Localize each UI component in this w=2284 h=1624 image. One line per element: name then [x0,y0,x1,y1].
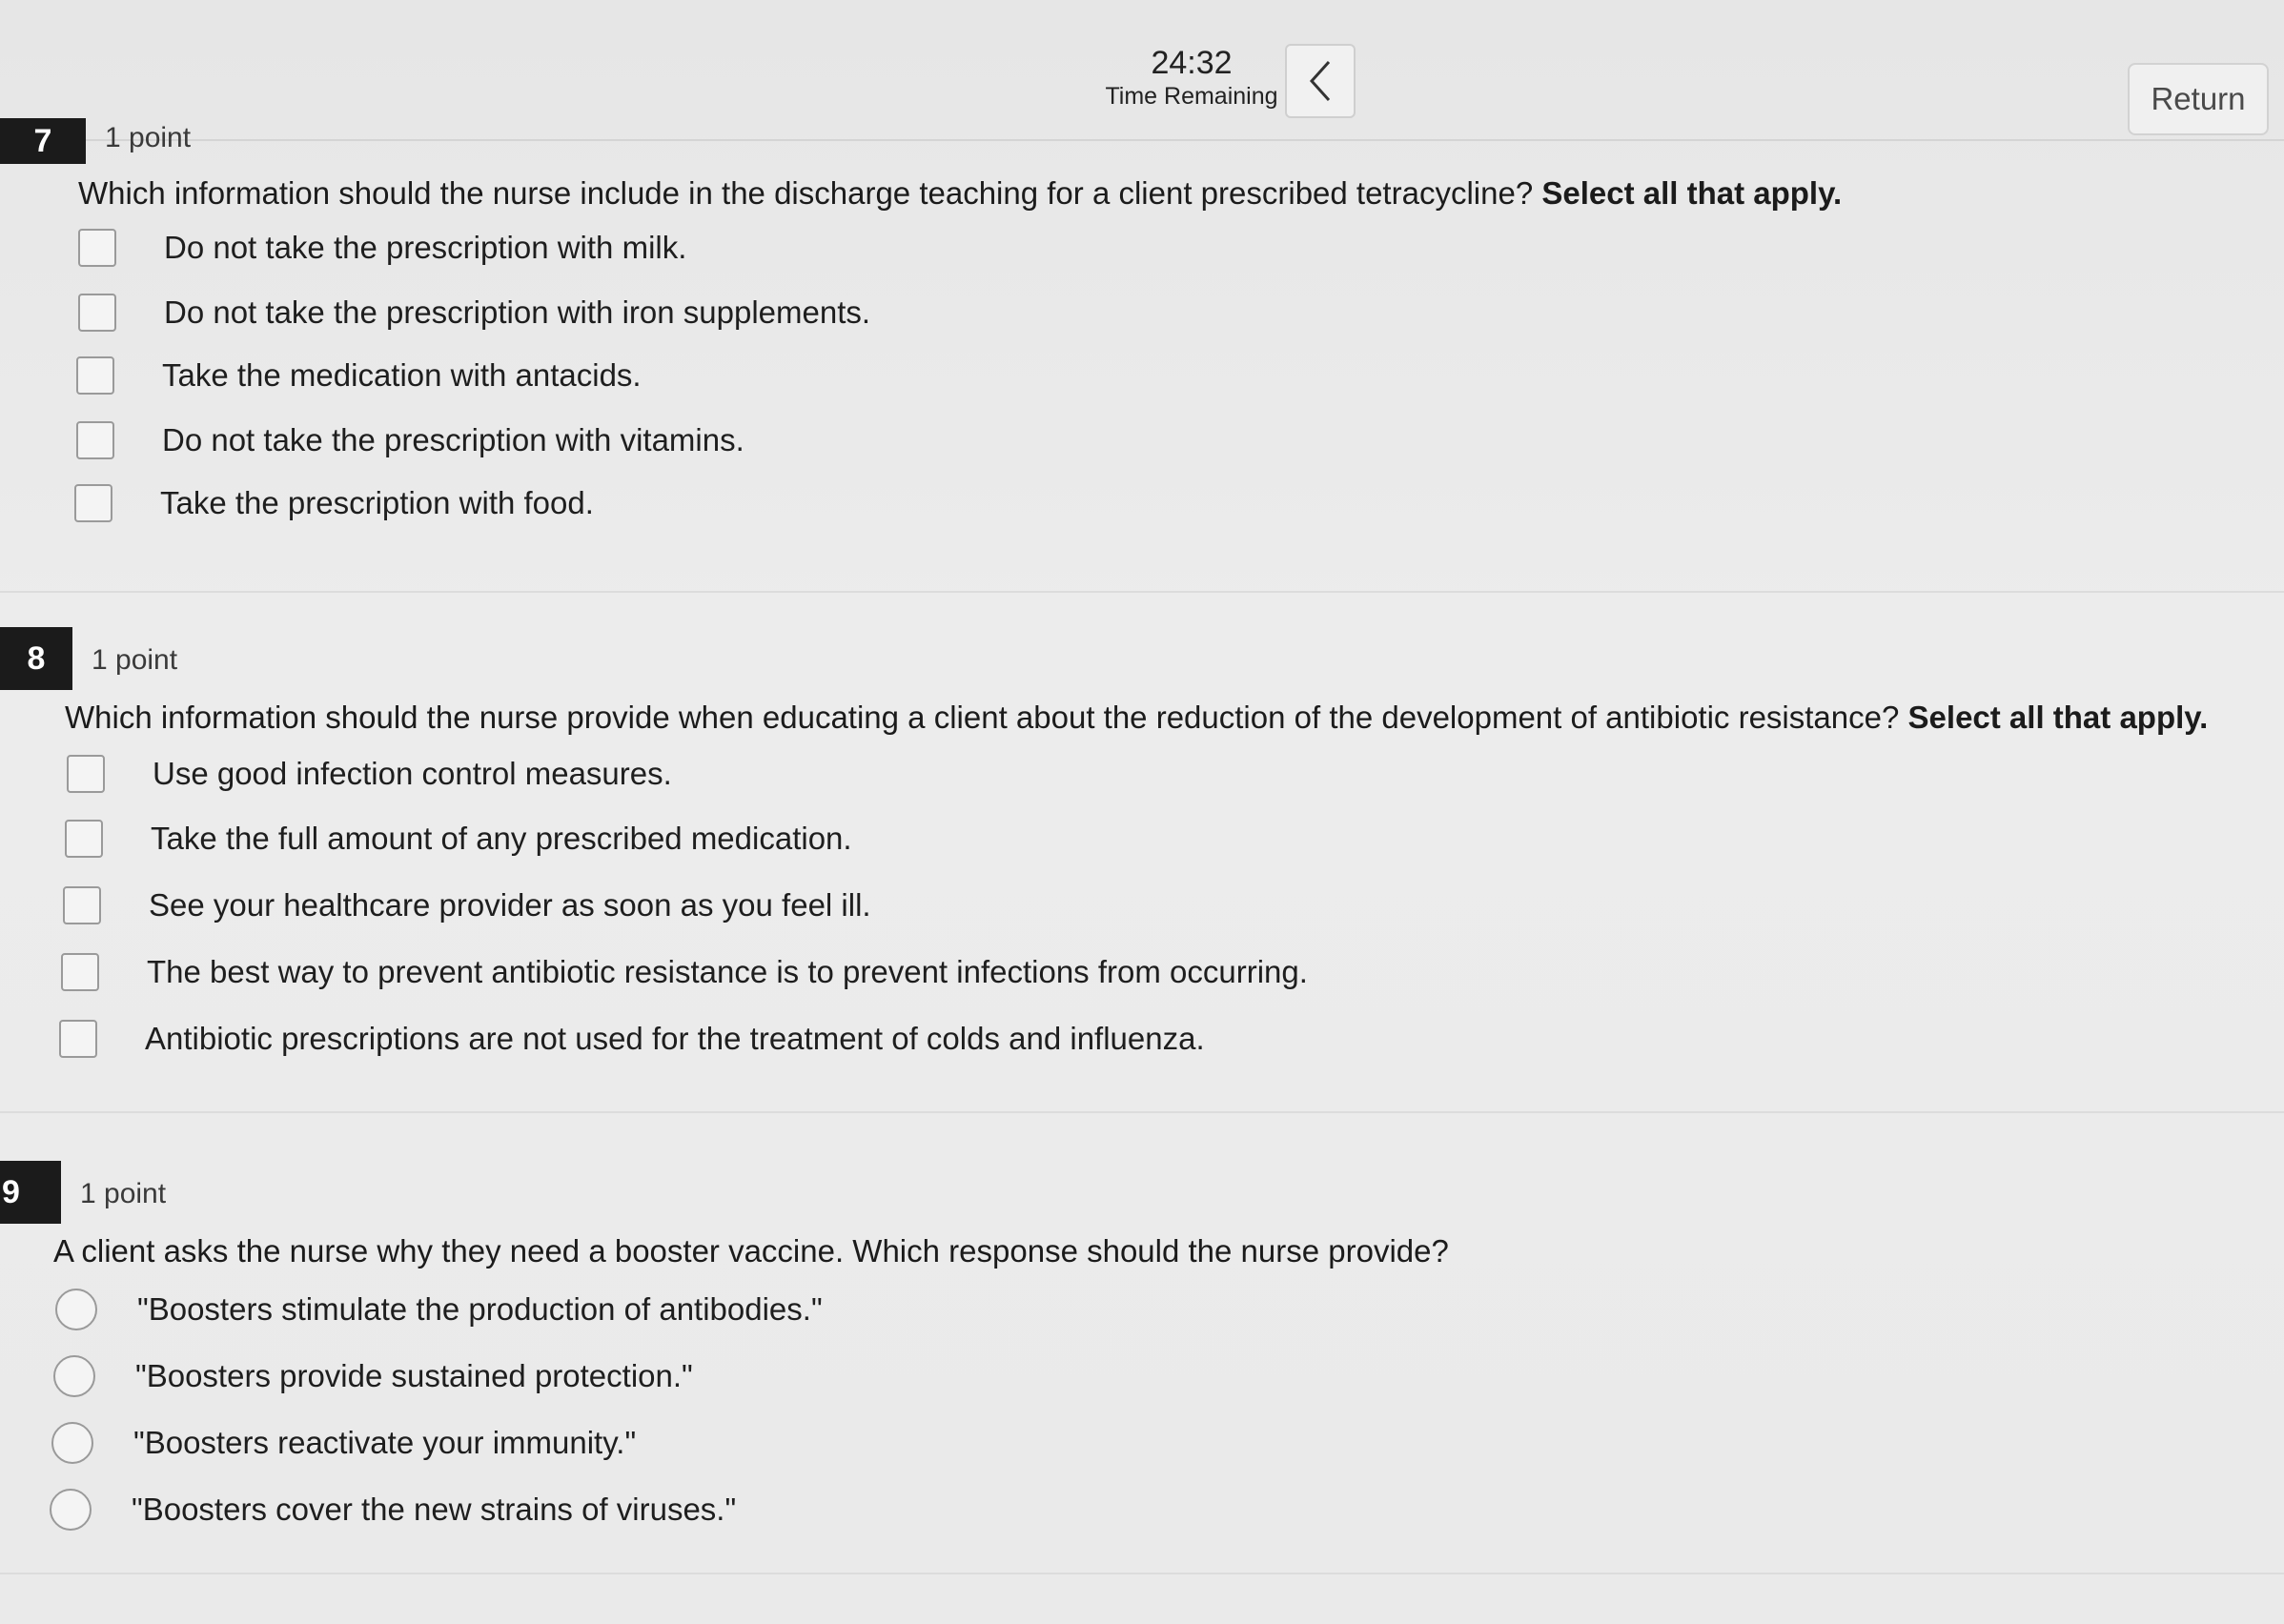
answer-label: "Boosters stimulate the production of antibodies." [137,1291,823,1327]
answer-label: Do not take the prescription with milk. [164,230,687,265]
question-divider [0,1573,2284,1574]
answer-label: Antibiotic prescriptions are not used for the treatment of colds and influenza. [145,1021,1205,1056]
question-instruction: Select all that apply. [1907,700,2209,735]
answer-radio[interactable] [53,1355,95,1397]
answer-option[interactable] [78,229,686,267]
answer-option[interactable] [51,1422,636,1464]
answer-option[interactable] [55,1289,823,1330]
answer-checkbox[interactable] [78,229,116,267]
answer-label: Take the full amount of any prescribed medication. [151,821,852,856]
question-number: 7 [0,118,86,164]
answer-label: Use good infection control measures. [153,756,672,791]
answer-checkbox[interactable] [63,886,101,924]
answer-option[interactable] [63,886,871,924]
timer-label: Time Remaining [1105,83,1278,110]
question-prompt-text: A client asks the nurse why they need a booster vaccine. Which response should the nurse provide? [53,1233,1449,1269]
answer-radio[interactable] [50,1489,92,1531]
answer-option[interactable] [59,1020,1205,1058]
question-instruction: Select all that apply. [1541,175,1843,211]
answer-checkbox[interactable] [78,294,116,332]
answer-option[interactable] [67,755,672,793]
timer-value: 24:32 [1151,45,1233,81]
quiz-header [0,0,2284,141]
question-prompt [65,700,2208,736]
answer-checkbox[interactable] [76,356,114,395]
question-prompt [53,1233,1449,1269]
question-number: 9 [0,1161,61,1224]
question-points: 1 point [105,122,192,153]
answer-checkbox[interactable] [74,484,112,522]
return-button[interactable]: Return [2128,63,2269,135]
answer-option[interactable] [61,953,1308,991]
answer-option[interactable] [53,1355,693,1397]
answer-radio[interactable] [55,1289,97,1330]
answer-option[interactable] [74,484,594,522]
question-prompt [78,175,1842,212]
question-divider [0,591,2284,593]
answer-label: Take the prescription with food. [160,485,594,520]
header-divider [0,139,2284,141]
answer-label: The best way to prevent antibiotic resistance is to prevent infections from occurring. [147,954,1308,989]
answer-radio[interactable] [51,1422,93,1464]
answer-checkbox[interactable] [59,1020,97,1058]
answer-option[interactable] [50,1489,736,1531]
answer-label: "Boosters cover the new strains of viruses." [132,1492,737,1527]
question-prompt-text: Which information should the nurse provide when educating a client about the reduction of the development of antibiotic resistance? [65,700,1900,735]
answer-option[interactable] [78,294,870,332]
question-points: 1 point [80,1178,167,1209]
question-number: 8 [0,627,72,690]
answer-checkbox[interactable] [61,953,99,991]
answer-label: See your healthcare provider as soon as you feel ill. [149,887,871,923]
answer-label: "Boosters provide sustained protection." [135,1358,693,1393]
question-prompt-text: Which information should the nurse include in the discharge teaching for a client prescribed tetracycline? [78,175,1534,211]
answer-checkbox[interactable] [67,755,105,793]
answer-label: Do not take the prescription with iron supplements. [164,294,871,330]
answer-label: Take the medication with antacids. [162,357,642,393]
answer-checkbox[interactable] [76,421,114,459]
answer-label: "Boosters reactivate your immunity." [133,1425,637,1460]
collapse-timer-button[interactable] [1285,44,1356,118]
question-points: 1 point [92,644,178,676]
answer-label: Do not take the prescription with vitamins. [162,422,744,457]
question-divider [0,1111,2284,1113]
time-remaining [1087,44,1296,111]
answer-option[interactable] [76,356,642,395]
answer-option[interactable] [65,820,852,858]
answer-option[interactable] [76,421,744,459]
answer-checkbox[interactable] [65,820,103,858]
chevron-left-icon [1306,58,1335,104]
